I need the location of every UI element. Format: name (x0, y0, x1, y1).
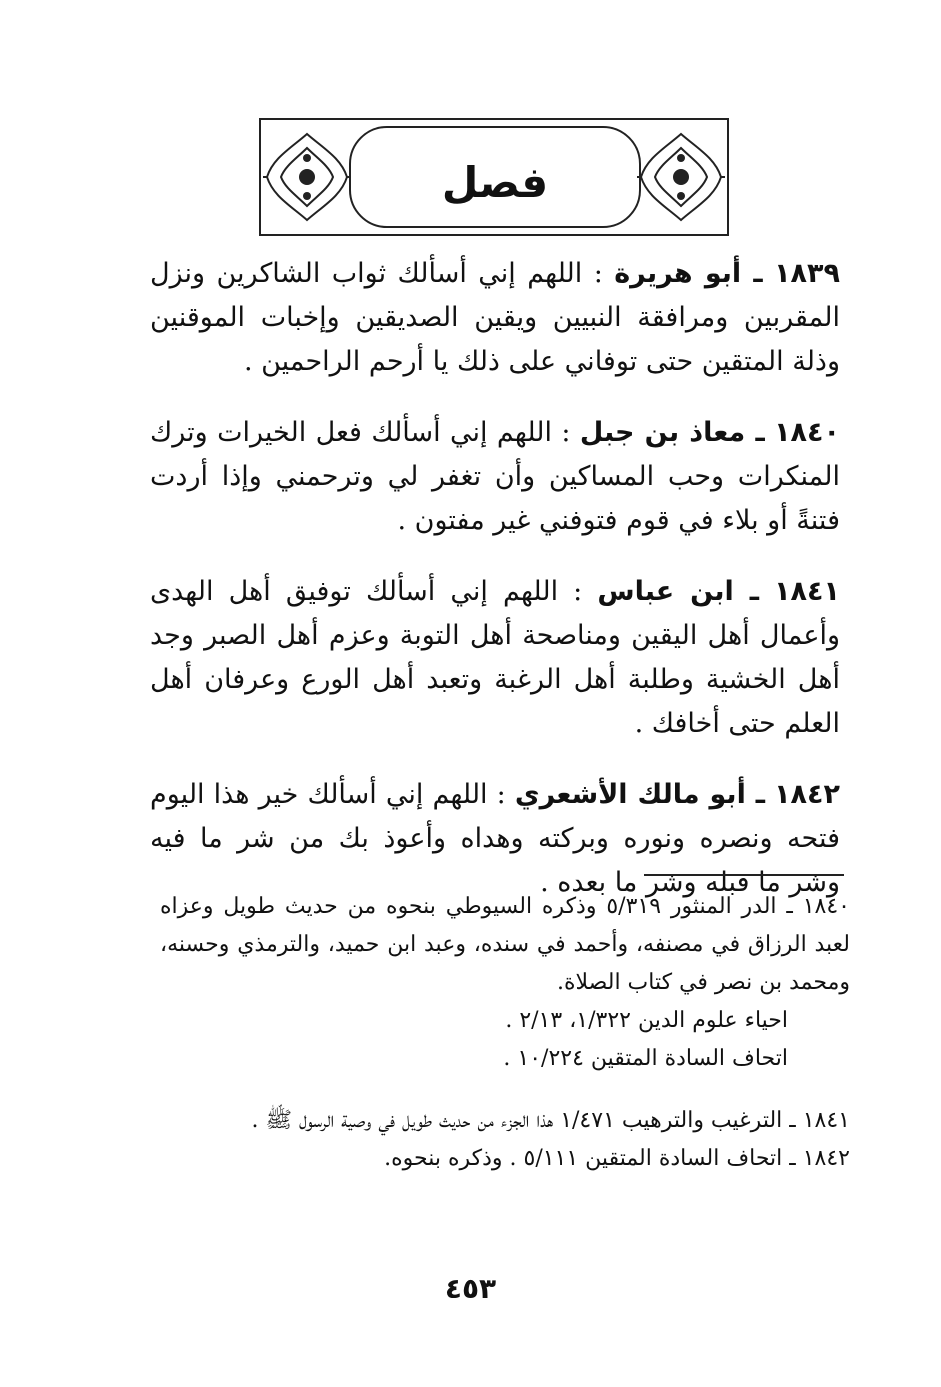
entry-narrator: معاذ بن جبل (579, 417, 746, 448)
entry-number: ١٨٣٩ (774, 258, 840, 289)
footnotes (160, 888, 850, 1178)
entry-text: اللهم إني أسألك توفيق أهل الهدى وأعمال أهل اليقين ومناصحة أهل التوبة وعزم أهل الصبر وجد أهل الخشية وطلبة أهل الرغبة وتعبد أهل الورع وعرفان أهل العلم حتى أخافك . (150, 576, 840, 739)
entry-number: ١٨٤٢ (774, 779, 840, 810)
hadith-entry: ١٨٣٩ ـ أبو هريرة : اللهم إني أسألك ثواب الشاكرين ونزل المقربين ومرافقة النبيين ويقين الصديقين وإخبات الموقنين وذلة المتقين حتى توفاني على ذلك يا أرحم الراحمين . (150, 258, 840, 377)
chapter-heading-frame (259, 118, 729, 236)
footnote-1842: ١٨٤٢ ـ اتحاف السادة المتقين ٥/١١١ . وذكره بنحوه. (384, 1146, 850, 1171)
footnote-divider (644, 874, 844, 876)
footnote-1841: ١٨٤١ ـ الترغيب والترهيب ١/٤٧١ هذا الجزء من حديث طويل في وصية الرسول ﷺ . (251, 1108, 850, 1133)
entry-number: ١٨٤١ (774, 576, 840, 607)
entry-number: ١٨٤٠ (774, 417, 840, 448)
page-number: ٤٥٣ (444, 1272, 497, 1305)
entry-text: اللهم إني أسألك خير هذا اليوم فتحه ونصره ونوره وبركته وهداه وأعوذ بك من شر ما فيه وشر ما قبله وشر ما بعده . (150, 779, 840, 898)
hadith-entry: ١٨٤٠ ـ معاذ بن جبل : اللهم إني أسألك فعل الخيرات وترك المنكرات وحب المساكين وأن تغفر لي وترحمني وإذا أردت فتنةً أو بلاء في قوم فتوفني غير مفتون . (150, 417, 840, 536)
footnote-number: ١٨٤٠ (802, 894, 850, 919)
title-cartouche (349, 126, 641, 228)
chapter-title: فصل (441, 158, 549, 207)
entry-narrator: أبو هريرة (614, 258, 742, 289)
footnote-text: الترغيب والترهيب ١/٤٧١ هذا الجزء من حديث طويل في وصية الرسول ﷺ . (251, 1108, 783, 1133)
entry-text: اللهم إني أسألك فعل الخيرات وترك المنكرات وحب المساكين وأن تغفر لي وترحمني وإذا أردت فتنةً أو بلاء في قوم فتوفني غير مفتون . (150, 417, 840, 536)
hadith-entry: ١٨٤١ ـ ابن عباس : اللهم إني أسألك توفيق أهل الهدى وأعمال أهل اليقين ومناصحة أهل التوبة وعزم أهل الصبر وجد أهل الخشية وطلبة أهل الرغبة وتعبد أهل الورع وعرفان أهل العلم حتى أخافك . (150, 576, 840, 739)
footnote-number: ١٨٤٢ (802, 1146, 850, 1171)
entry-text: اللهم إني أسألك ثواب الشاكرين ونزل المقربين ومرافقة النبيين ويقين الصديقين وإخبات الموقنين وذلة المتقين حتى توفاني على ذلك يا أرحم الراحمين . (150, 258, 840, 377)
entry-narrator: أبو مالك الأشعري (514, 779, 746, 810)
entry-narrator: ابن عباس (597, 576, 734, 607)
footnote-number: ١٨٤١ (802, 1108, 850, 1133)
footnote-text: اتحاف السادة المتقين ٥/١١١ . وذكره بنحوه. (384, 1146, 783, 1171)
footnote-1840: ١٨٤٠ ـ الدر المنثور ٥/٣١٩ وذكره السيوطي بنحوه من حديث طويل وعزاه لعبد الرزاق في مصنفه، وأحمد في سنده، وعبد ابن حميد، والترمذي وحسنه، ومحمد بن نصر في كتاب الصلاة. (160, 894, 850, 995)
footnote-reference: احياء علوم الدين ١/٣٢٢، ٢/١٣ . (505, 1008, 788, 1033)
hadith-entries (150, 252, 840, 931)
footnote-reference: اتحاف السادة المتقين ١٠/٢٢٤ . (503, 1046, 788, 1071)
hadith-entry: ١٨٤٢ ـ أبو مالك الأشعري : اللهم إني أسألك خير هذا اليوم فتحه ونصره ونوره وبركته وهداه وأعوذ بك من شر ما فيه وشر ما قبله وشر ما بعده . (150, 779, 840, 898)
arabesque-ornament-right-icon (637, 128, 725, 226)
arabesque-ornament-left-icon (263, 128, 351, 226)
footnote-text: الدر المنثور ٥/٣١٩ وذكره السيوطي بنحوه من حديث طويل وعزاه لعبد الرزاق في مصنفه، وأحمد في سنده، وعبد ابن حميد، والترمذي وحسنه، ومحمد بن نصر في كتاب الصلاة. (160, 894, 850, 995)
